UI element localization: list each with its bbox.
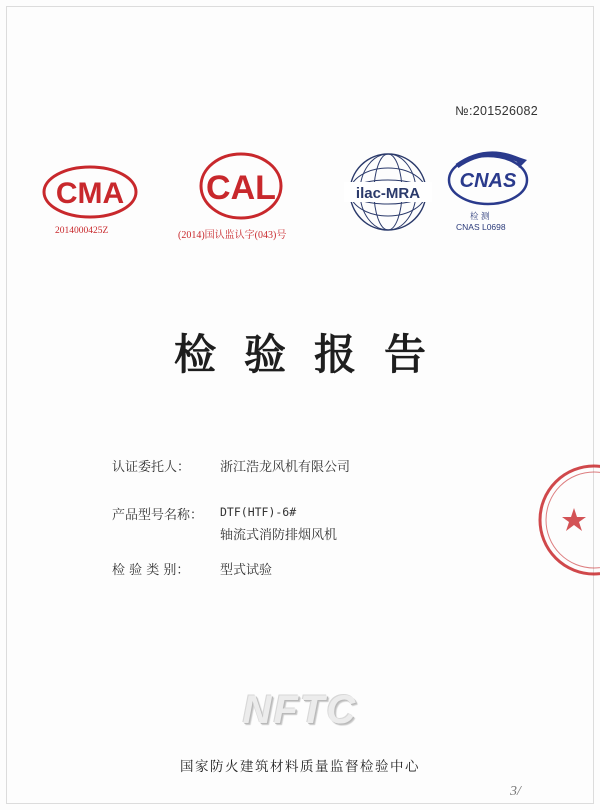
test-type-label: 检 验 类 别：: [112, 563, 190, 578]
ilac-globe-icon: [340, 148, 436, 236]
report-number: №:201526082: [455, 104, 538, 118]
seal-stamp-icon: [532, 460, 600, 580]
cma-caption: 2014000425Z: [55, 226, 109, 236]
nftc-text: NFTC: [242, 688, 358, 732]
ilac-logo-text: ilac-MRA: [355, 185, 421, 202]
cma-logo-text: CMA: [55, 177, 125, 210]
cal-logo: [196, 150, 286, 222]
product-label: 产品型号名称：: [112, 508, 204, 523]
product-model: DTF(HTF)-6#: [220, 505, 297, 519]
cal-caption: (2014)国认监认字(043)号: [178, 230, 287, 241]
cma-logo: [40, 162, 140, 222]
cnas-caption-line2: CNAS L0698: [456, 222, 506, 232]
handwritten-mark: 3/: [510, 784, 521, 799]
test-type-value: 型式试验: [220, 563, 273, 578]
client-value: 浙江浩龙风机有限公司: [220, 460, 351, 475]
nftc-watermark: [0, 688, 600, 733]
product-name: 轴流式消防排烟风机: [220, 528, 338, 543]
issuing-organization: 国家防火建筑材料质量监督检验中心: [180, 759, 420, 775]
cnas-caption-line1: 检 测: [470, 211, 490, 221]
page-border: [6, 6, 594, 804]
inspection-seal: [532, 460, 600, 584]
cal-mark-icon: [196, 150, 286, 222]
cnas-logo: [445, 148, 531, 208]
cnas-mark-icon: [445, 148, 531, 208]
report-title: 检验报告: [173, 330, 454, 379]
cma-mark-icon: [40, 162, 140, 222]
client-label: 认证委托人：: [112, 460, 191, 475]
cnas-logo-text: CNAS: [459, 170, 517, 192]
ilac-mra-logo: [340, 148, 436, 236]
cal-logo-text: CAL: [206, 169, 276, 207]
